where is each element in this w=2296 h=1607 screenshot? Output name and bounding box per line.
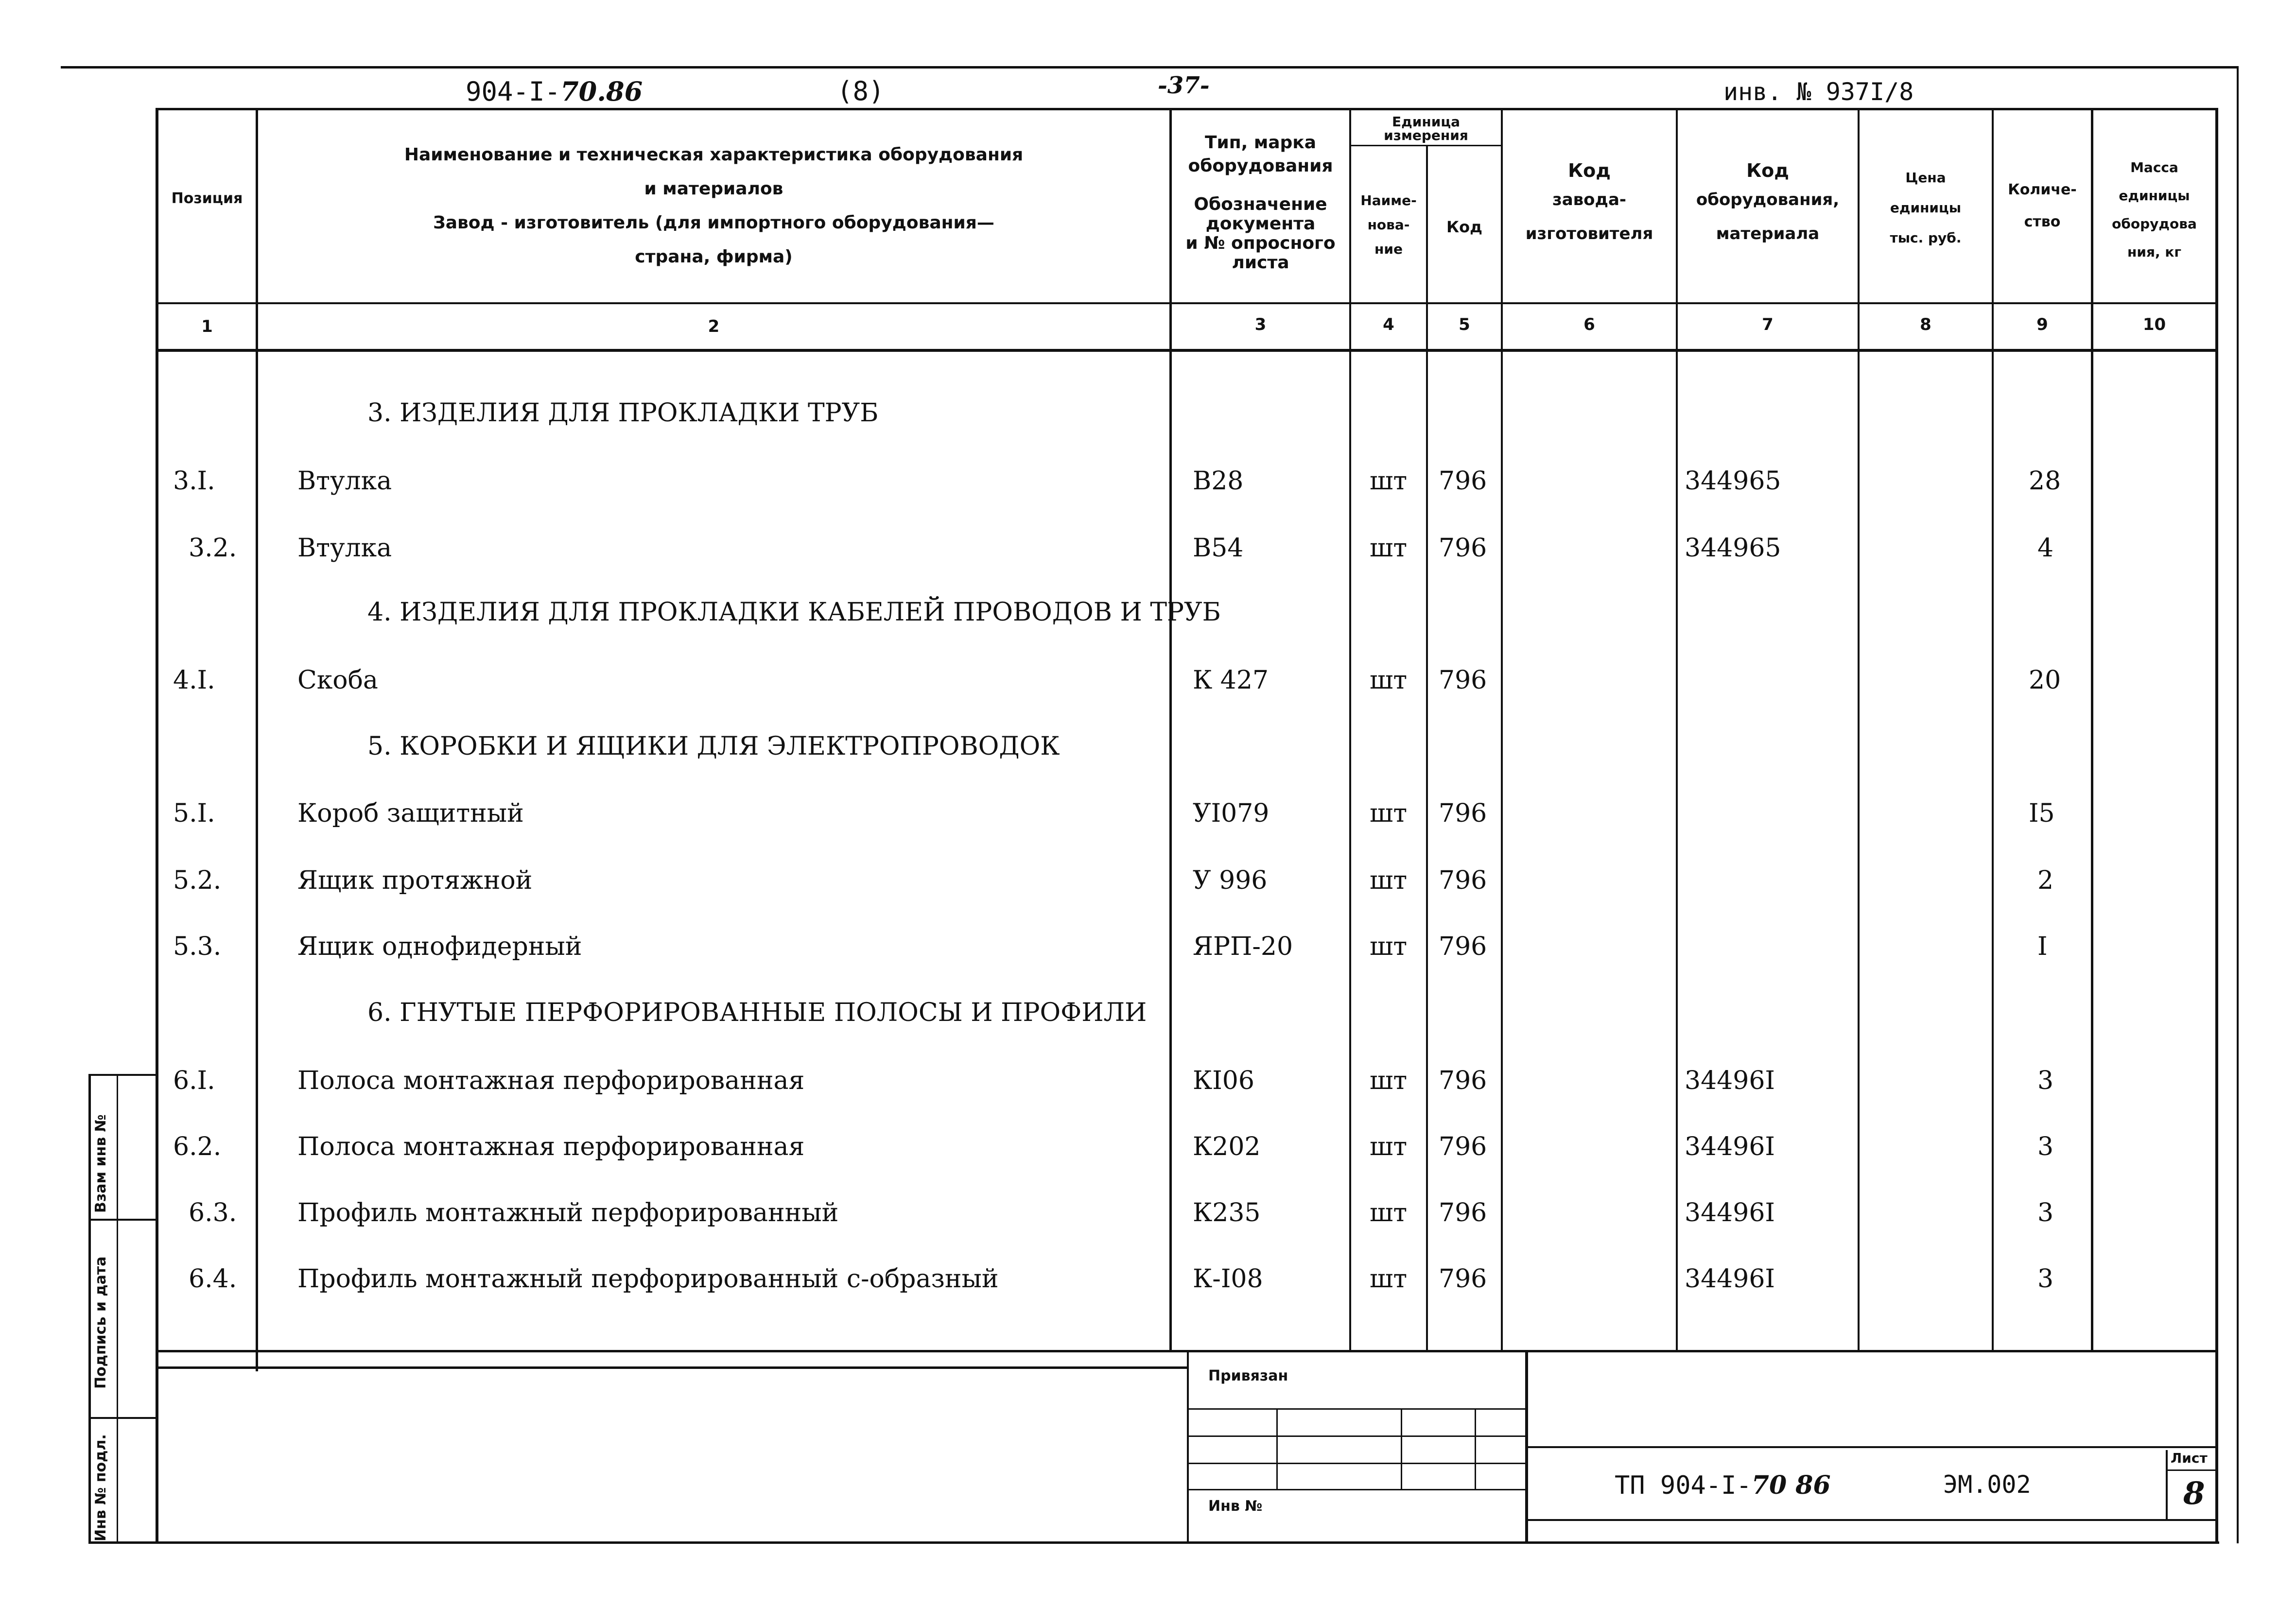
hdr-unit-name-line1: Наиме- [1360, 192, 1417, 208]
hdr-material-code-line3: материала [1716, 224, 1820, 243]
page-number: -37- [1158, 72, 1210, 99]
side-strip-divider [117, 1074, 118, 1542]
row-type: B28 [1193, 467, 1244, 496]
row-unit: шт [1370, 1198, 1408, 1227]
inv-no-label: Инв № [1208, 1498, 1263, 1515]
hdr-plant-code-line3: изготовителя [1525, 224, 1653, 243]
list-box-left [2166, 1450, 2168, 1519]
col-number-8: 8 [1920, 315, 1931, 334]
row-name: Полоса монтажная перфорированная [297, 1132, 805, 1161]
row-type: К202 [1193, 1132, 1261, 1161]
hdr-type-line1: Тип, марка [1204, 133, 1317, 153]
privyazan-label: Привязан [1208, 1367, 1288, 1384]
stamp-div-2 [1401, 1408, 1402, 1489]
row-quantity: 3 [2037, 1198, 2054, 1227]
row-unit-code: 796 [1439, 1066, 1487, 1095]
row-type: ЯРП-20 [1193, 932, 1293, 961]
row-unit: шт [1370, 1066, 1408, 1095]
col-number-2: 2 [708, 317, 720, 336]
frame-right-line [2237, 66, 2239, 1543]
row-type: B54 [1193, 534, 1244, 563]
hdr-unit-name-line3: ние [1374, 241, 1403, 257]
row-quantity: 3 [2037, 1264, 2054, 1294]
row-unit-code: 796 [1439, 866, 1487, 895]
row-name: Полоса монтажная перфорированная [297, 1066, 805, 1095]
col-number-1: 1 [201, 317, 213, 336]
side-label-podpis-data: Подпись и дата [92, 1256, 109, 1389]
row-type: К 427 [1193, 666, 1269, 695]
row-material-code: 344965 [1685, 467, 1781, 496]
row-position: 5.I. [173, 799, 215, 828]
title-mark: ЭМ.002 [1943, 1470, 2031, 1499]
hdr-unit-name-line2: нова- [1367, 217, 1410, 233]
row-position: 6.4. [189, 1264, 237, 1294]
hdr-mass-line4: ния, кг [2127, 244, 2181, 260]
row-unit: шт [1370, 534, 1408, 563]
hdr-qty-line2: ство [2024, 213, 2061, 230]
hdr-name-line1: Наименование и техническая характеристика оборудования [404, 145, 1024, 165]
row-unit-code: 796 [1439, 534, 1487, 563]
stamp-box-left [1187, 1352, 1189, 1541]
row-unit-code: 796 [1439, 799, 1487, 828]
side-strip-rule-1 [88, 1219, 158, 1221]
list-box-rule [2166, 1469, 2218, 1471]
doc-code [466, 76, 643, 107]
row-name: Втулка [297, 534, 392, 563]
row-unit-code: 796 [1439, 467, 1487, 496]
hdr-unit-group-line2: измерения [1384, 127, 1468, 143]
row-position: 4.I. [173, 666, 215, 695]
hdr-unit-group-line1: Единица [1392, 114, 1460, 130]
row-quantity: I [2037, 932, 2048, 961]
row-quantity: 3 [2037, 1132, 2054, 1161]
row-quantity: I5 [2029, 799, 2055, 828]
lower-frame-line [157, 1366, 1187, 1369]
hdr-type-line4: документа [1205, 214, 1316, 234]
stamp-div-1 [1276, 1408, 1278, 1489]
hdr-price-line1: Цена [1905, 170, 1946, 186]
section-title-4: 4. ИЗДЕЛИЯ ДЛЯ ПРОКЛАДКИ КАБЕЛЕЙ ПРОВОДОВ И ТРУБ [367, 598, 1221, 627]
col-number-4: 4 [1383, 315, 1394, 334]
col-divider-3 [1349, 108, 1351, 1352]
hdr-material-code-line2: оборудования, [1696, 190, 1840, 209]
row-unit: шт [1370, 1264, 1408, 1294]
col-number-5: 5 [1459, 315, 1470, 334]
row-name: Ящик однофидерный [297, 932, 582, 961]
hdr-material-code-line1: Код [1746, 160, 1789, 181]
hdr-mass-line3: оборудова [2112, 216, 2197, 232]
row-name: Профиль монтажный перфорированный с-образный [297, 1264, 999, 1294]
number-row-rule [157, 349, 2218, 352]
row-unit: шт [1370, 799, 1408, 828]
side-label-inv-podl: Инв № подл. [92, 1434, 109, 1541]
row-quantity: 3 [2037, 1066, 2054, 1095]
header-rule [157, 302, 2218, 304]
row-quantity: 28 [2029, 467, 2061, 496]
hdr-position: Позиция [171, 190, 243, 207]
row-position: 3.2. [189, 534, 237, 563]
hdr-name-line2: и материалов [644, 179, 783, 199]
col-number-10: 10 [2142, 315, 2166, 334]
col-number-9: 9 [2036, 315, 2048, 334]
col-divider-8 [1992, 108, 1994, 1352]
row-unit: шт [1370, 1132, 1408, 1161]
stamp-rule-4 [1189, 1489, 1525, 1490]
row-unit-code: 796 [1439, 1264, 1487, 1294]
hdr-unit-code: Код [1446, 218, 1482, 236]
side-strip-left [88, 1074, 91, 1542]
sheet-paren: (8) [837, 76, 885, 106]
title-doc-prefix: ТП 904-I- [1615, 1471, 1752, 1500]
row-material-code: 34496I [1685, 1198, 1775, 1227]
row-unit-code: 796 [1439, 666, 1487, 695]
hdr-type-line6: листа [1232, 253, 1289, 273]
row-quantity: 2 [2037, 866, 2054, 895]
row-name: Профиль монтажный перфорированный [297, 1198, 839, 1227]
hdr-plant-code-line1: Код [1568, 160, 1611, 181]
list-value: 8 [2183, 1475, 2205, 1512]
row-quantity: 4 [2037, 534, 2054, 563]
row-position: 6.I. [173, 1066, 215, 1095]
table-top-line [157, 108, 2218, 110]
row-position: 5.2. [173, 866, 222, 895]
col-number-6: 6 [1583, 315, 1595, 334]
row-type: К235 [1193, 1198, 1261, 1227]
row-unit: шт [1370, 467, 1408, 496]
unit-group-rule [1349, 145, 1503, 146]
row-quantity: 20 [2029, 666, 2061, 695]
row-material-code: 34496I [1685, 1132, 1775, 1161]
col-divider-1 [256, 108, 258, 1371]
col-divider-2 [1169, 108, 1172, 1352]
hdr-type-line3: Обозначение [1194, 194, 1327, 214]
hdr-name-line4: страна, фирма) [635, 247, 793, 267]
col-divider-6 [1676, 108, 1678, 1352]
row-unit-code: 796 [1439, 1132, 1487, 1161]
doc-code-handwritten: 70.86 [560, 76, 643, 107]
title-block-bottom-rule [1527, 1519, 2218, 1521]
row-material-code: 34496I [1685, 1066, 1775, 1095]
row-material-code: 344965 [1685, 534, 1781, 563]
row-unit: шт [1370, 932, 1408, 961]
side-label-vzam-inv: Взам инв № [92, 1114, 109, 1213]
hdr-name-line3: Завод - изготовитель (для импортного оборудования— [433, 213, 994, 233]
row-position: 5.3. [173, 932, 222, 961]
side-strip-rule-2 [88, 1417, 158, 1419]
table-right-border [2215, 108, 2218, 1541]
row-name: Втулка [297, 467, 392, 496]
row-unit: шт [1370, 666, 1408, 695]
title-block-rule [1527, 1446, 2218, 1448]
inventory-number: инв. № 937I/8 [1723, 78, 1914, 106]
doc-code-prefix: 904-I- [466, 76, 561, 107]
hdr-price-line2: единицы [1890, 200, 1962, 216]
hdr-price-line3: тыс. руб. [1890, 230, 1962, 246]
row-position: 3.I. [173, 467, 215, 496]
title-doc-handwritten: 70 86 [1751, 1470, 1831, 1500]
row-type: У 996 [1193, 866, 1268, 895]
hdr-plant-code-line2: завода- [1552, 190, 1627, 209]
hdr-mass-line1: Масса [2130, 159, 2178, 175]
row-position: 6.3. [189, 1198, 237, 1227]
row-name: Короб защитный [297, 799, 524, 828]
stamp-div-3 [1475, 1408, 1476, 1489]
col-divider-7 [1858, 108, 1860, 1352]
hdr-qty-line1: Количе- [2008, 181, 2077, 198]
hdr-mass-line2: единицы [2119, 188, 2190, 204]
row-unit-code: 796 [1439, 1198, 1487, 1227]
section-title-5: 5. КОРОБКИ И ЯЩИКИ ДЛЯ ЭЛЕКТРОПРОВОДОК [367, 732, 1060, 761]
top-frame-line [61, 66, 2238, 69]
row-unit: шт [1370, 866, 1408, 895]
col-divider-5 [1501, 108, 1503, 1352]
col-number-3: 3 [1254, 315, 1267, 334]
col-number-7: 7 [1762, 315, 1774, 334]
hdr-type-line2: оборудования [1188, 156, 1333, 176]
list-label: Лист [2171, 1450, 2208, 1466]
hdr-type-line5: и № опросного [1185, 233, 1336, 253]
title-doc-code [1615, 1470, 1831, 1500]
section-title-3: 3. ИЗДЕЛИЯ ДЛЯ ПРОКЛАДКИ ТРУБ [367, 398, 879, 428]
row-material-code: 34496I [1685, 1264, 1775, 1294]
section-title-6: 6. ГНУТЫЕ ПЕРФОРИРОВАННЫЕ ПОЛОСЫ И ПРОФИЛИ [367, 998, 1147, 1027]
row-name: Ящик протяжной [297, 866, 533, 895]
row-type: УI079 [1193, 799, 1270, 828]
side-strip-top [88, 1074, 158, 1076]
row-type: К-I08 [1193, 1264, 1263, 1294]
row-unit-code: 796 [1439, 932, 1487, 961]
frame-bottom-line [88, 1541, 2219, 1544]
row-name: Скоба [297, 666, 378, 695]
row-position: 6.2. [173, 1132, 222, 1161]
row-type: КI06 [1193, 1066, 1254, 1095]
col-divider-9 [2091, 108, 2093, 1352]
